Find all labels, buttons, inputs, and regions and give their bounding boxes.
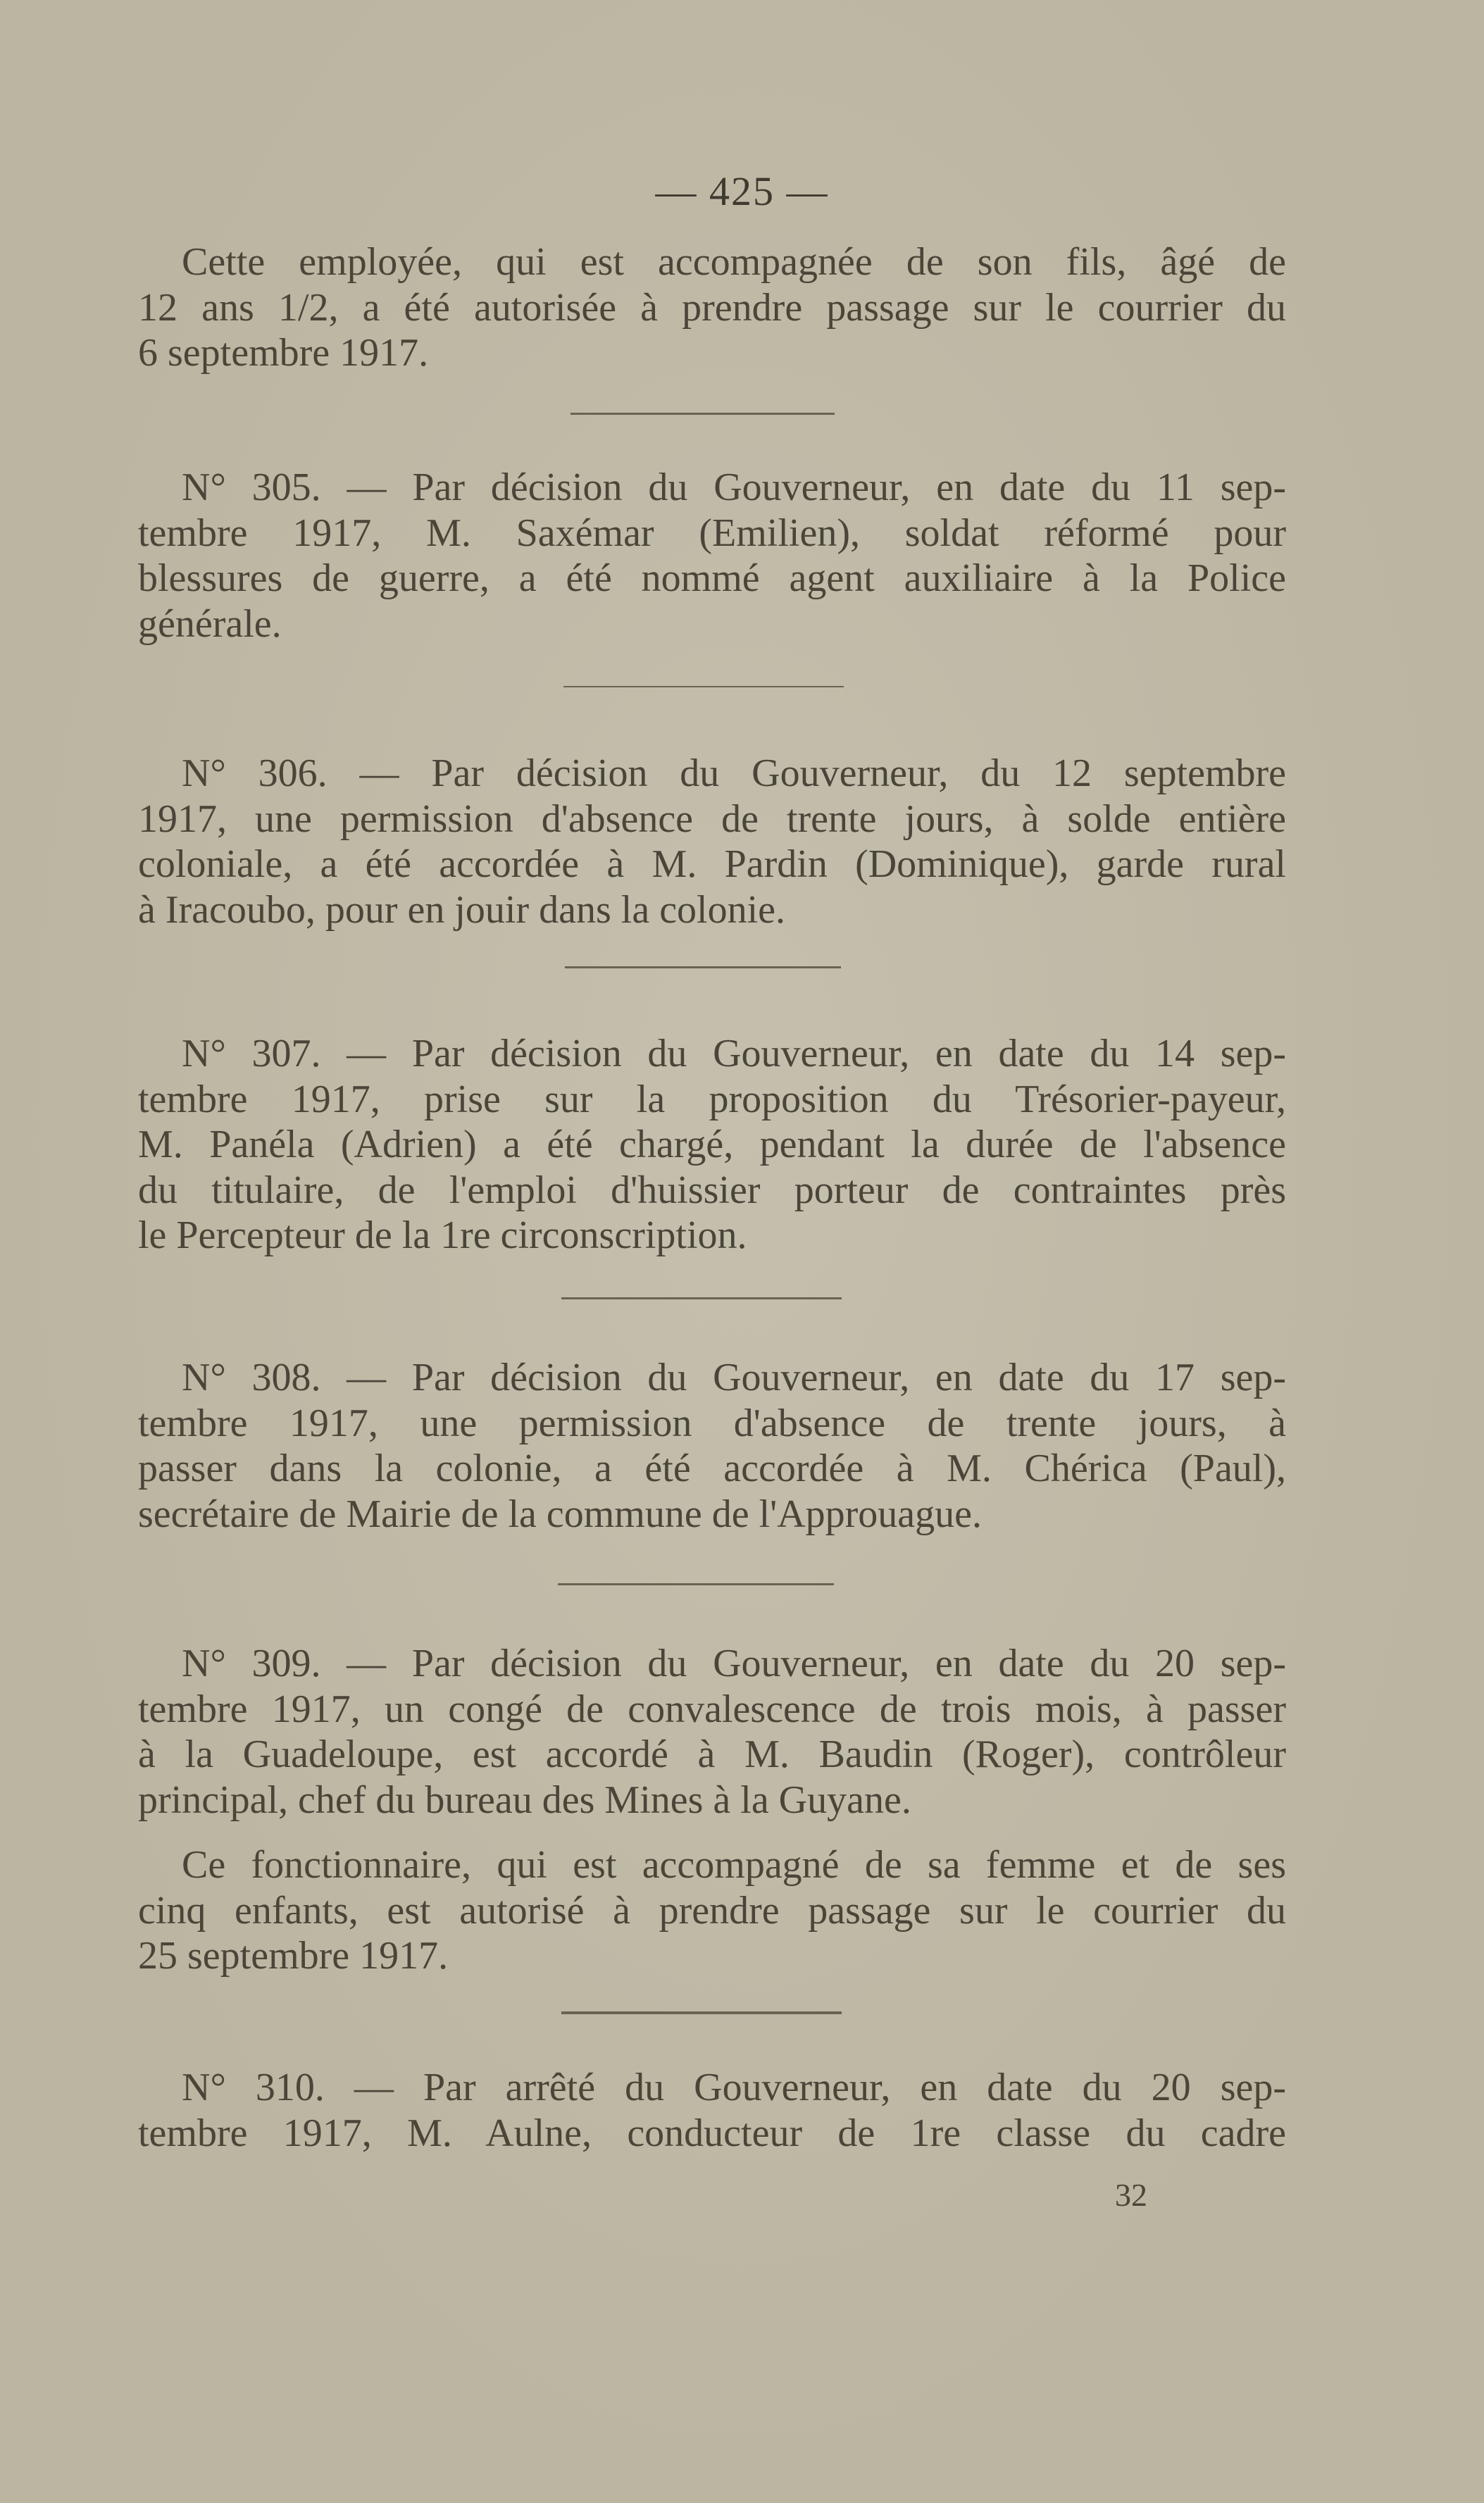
section-divider [565,966,841,968]
entry-310 [138,2065,1286,2156]
text-line: N° 306. — Par décision du Gouverneur, du 12 septembre [182,751,1286,795]
intro-paragraph [138,239,1286,376]
section-divider [561,1297,842,1299]
entry-309 [138,1641,1286,1823]
text-line: N° 305. — Par décision du Gouverneur, en date du 11 sep- [182,466,1286,509]
text-line: 1917, une permission d'absence de trente jours, à solde entière [138,797,1286,841]
text-line: 12 ans 1/2, a été autorisée à prendre passage sur le courrier du [138,285,1286,330]
text-line: tembre 1917, une permission d'absence de trente jours, à [138,1401,1286,1445]
text-line: 6 septembre 1917. [138,331,429,375]
text-line: 25 septembre 1917. [138,1934,449,1978]
text-line: Ce fonctionnaire, qui est accompagné de sa femme et de ses [182,1843,1286,1887]
text-line: N° 307. — Par décision du Gouverneur, en date du 14 sep- [182,1032,1286,1075]
page-header: — 425 — [655,168,829,214]
text-line: le Percepteur de la 1re circonscription. [138,1213,747,1257]
section-divider [561,2011,842,2014]
entry-305 [138,465,1286,647]
text-line: tembre 1917, M. Aulne, conducteur de 1re classe du cadre [138,2111,1286,2155]
text-line: tembre 1917, prise sur la proposition du Trésorier-payeur, [138,1077,1286,1121]
folio-number: 32 [1115,2177,1147,2213]
text-line: N° 308. — Par décision du Gouverneur, en date du 17 sep- [182,1356,1286,1399]
text-line: du titulaire, de l'emploi d'huissier porteur de contraintes près [138,1168,1286,1212]
entry-309-continuation [138,1842,1286,1979]
text-line: N° 309. — Par décision du Gouverneur, en date du 20 sep- [182,1642,1286,1685]
section-divider [558,1583,834,1585]
text-line: tembre 1917, M. Saxémar (Emilien), soldat réformé pour [138,511,1286,555]
text-line: N° 310. — Par arrêté du Gouverneur, en date du 20 sep- [182,2066,1286,2109]
text-line: passer dans la colonie, a été accordée à M. Chérica (Paul), [138,1447,1286,1490]
text-line: à Iracoubo, pour en jouir dans la colonie. [138,887,786,932]
text-line: cinq enfants, est autorisé à prendre passage sur le courrier du [138,1888,1286,1933]
text-line: tembre 1917, un congé de convalescence de trois mois, à passer [138,1687,1286,1731]
entry-308 [138,1355,1286,1537]
text-line: coloniale, a été accordée à M. Pardin (Dominique), garde rural [138,842,1286,886]
text-line: générale. [138,601,282,646]
section-divider [563,686,844,687]
text-line: à la Guadeloupe, est accordé à M. Baudin (Roger), contrôleur [138,1733,1286,1776]
text-line: blessures de guerre, a été nommé agent auxiliaire à la Police [138,556,1286,600]
section-divider [570,413,835,415]
entry-306 [138,751,1286,932]
text-line: principal, chef du bureau des Mines à la Guyane. [138,1778,911,1822]
text-line: M. Panéla (Adrien) a été chargé, pendant la durée de l'absence [138,1123,1286,1166]
text-line: Cette employée, qui est accompagnée de son fils, âgé de [182,240,1286,284]
text-line: secrétaire de Mairie de la commune de l'Approuague. [138,1492,983,1536]
entry-307 [138,1031,1286,1259]
